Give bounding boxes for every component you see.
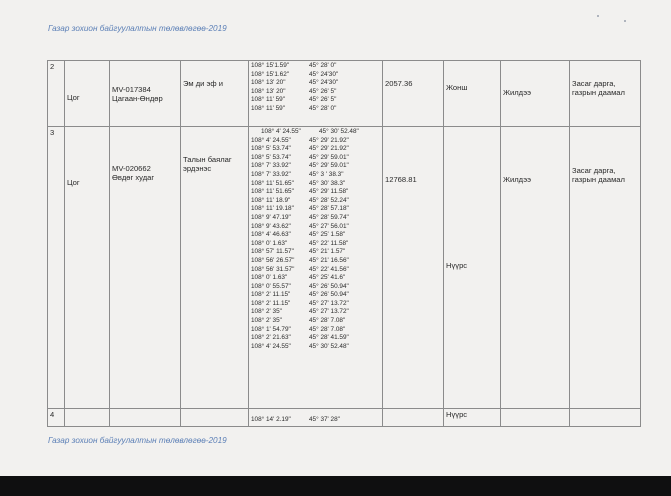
latitude: 45° 29' 21.92" [309, 136, 349, 144]
scan-speck [597, 15, 599, 17]
area-cell [383, 409, 444, 427]
coordinate-row [251, 71, 380, 80]
longitude: 108° 11' 19.18" [251, 205, 294, 213]
mineral-cell: Эм ди эф и [181, 61, 249, 127]
license-number: MV-020662 [112, 164, 151, 173]
longitude: 108° 4' 24.55" [261, 128, 301, 135]
latitude: 45° 27' 56.01" [309, 222, 349, 230]
longitude: 108° 2' 21.63" [251, 334, 291, 342]
longitude: 108° 13' 20" [251, 79, 286, 87]
longitude: 108° 7' 33.92" [251, 170, 291, 178]
longitude: 108° 2' 11.15" [251, 299, 291, 307]
longitude: 108° 57' 11.57" [251, 248, 294, 256]
longitude: 108° 56' 31.57" [251, 265, 295, 273]
mineral-cell: Талын баялаг эрдэнэс [181, 127, 249, 409]
latitude: 45° 28' 52.24" [309, 196, 349, 204]
longitude: 108° 2' 35" [251, 317, 282, 325]
coordinate-row [251, 62, 380, 71]
latitude: 45° 28' 0" [309, 62, 337, 69]
latitude: 45° 28' 59.74" [309, 213, 349, 221]
land-type-cell: Нүүрс [444, 127, 501, 409]
longitude: 108° 11' 51.65" [251, 188, 294, 196]
longitude: 108° 4' 24.55" [251, 342, 291, 350]
longitude: 108° 7' 33.92" [251, 162, 291, 170]
company-cell: Цог [65, 127, 110, 409]
coordinate-row [251, 274, 380, 283]
latitude: 45° 26' 5" [309, 87, 337, 95]
longitude: 108° 2' 11.15" [251, 291, 291, 299]
latitude: 45° 21' 16.56" [309, 256, 349, 264]
authority-cell: Засаг дарга, газрын даамал [570, 127, 641, 409]
company-cell [65, 409, 110, 427]
coordinate-row [251, 266, 380, 275]
latitude: 45° 26' 50.94" [309, 291, 349, 299]
latitude: 45° 25' 1.58" [309, 231, 346, 239]
longitude: 108° 4' 46.63" [251, 231, 291, 239]
coordinates-cell [249, 409, 383, 427]
row-number: 3 [48, 127, 65, 409]
coordinate-row [261, 128, 380, 137]
latitude: 45° 30' 52.48" [309, 342, 349, 350]
coordinate-row [251, 171, 380, 180]
latitude: 45° 3 ' 38.3" [309, 170, 344, 178]
coordinate-row [251, 308, 380, 317]
area-cell: 12768.81 [383, 127, 444, 409]
mineral-cell [181, 409, 249, 427]
coordinate-row [251, 145, 380, 154]
coordinate-list [251, 416, 380, 425]
coordinate-row [251, 214, 380, 223]
coordinate-row [251, 79, 380, 88]
longitude: 108° 9' 47.19" [251, 213, 291, 221]
running-footer: Газар зохион байгуулалтын төлөвлөгөө-2019 [48, 436, 227, 445]
longitude: 108° 4' 24.55" [251, 136, 291, 144]
license-cell [110, 409, 181, 427]
latitude: 45° 26' 50.94" [309, 282, 349, 290]
land-type-cell: Нүүрс [444, 409, 501, 427]
longitude: 108° 14' 2.19" [251, 416, 291, 424]
company-cell: Цог [65, 61, 110, 127]
license-area-name: Цагаан-Өндөр [112, 93, 163, 103]
coordinate-row [251, 180, 380, 189]
longitude: 108° 13' 20" [251, 87, 286, 95]
coordinate-row [251, 257, 380, 266]
longitude: 108° 56' 26.57" [251, 256, 295, 264]
scan-speck [624, 20, 626, 22]
longitude: 108° 15'1.59" [251, 62, 290, 69]
latitude: 45° 24'30" [309, 79, 339, 87]
latitude: 45° 22' 11.58" [309, 239, 349, 247]
coordinate-list [251, 62, 380, 114]
coordinate-row [251, 416, 380, 425]
row-number: 2 [48, 61, 65, 127]
coordinate-row [251, 223, 380, 232]
longitude: 108° 11' 18.9" [251, 196, 291, 204]
row-number: 4 [48, 409, 65, 427]
coordinates-cell [249, 61, 383, 127]
longitude: 108° 5' 53.74" [251, 145, 291, 153]
latitude: 45° 29' 11.58" [309, 188, 349, 196]
license-cell [110, 127, 181, 409]
latitude: 45° 28' 0" [309, 104, 337, 112]
latitude: 45° 30' 52.48" [319, 128, 359, 135]
latitude: 45° 25' 41.6" [309, 274, 346, 282]
latitude: 45° 24'30" [309, 70, 339, 78]
longitude: 108° 11' 59" [251, 104, 285, 112]
latitude: 45° 22' 41.56" [309, 265, 349, 273]
latitude: 45° 28' 7.08" [309, 317, 346, 325]
longitude: 108° 9' 43.62" [251, 222, 291, 230]
longitude: 108° 11' 51.65" [251, 179, 294, 187]
coordinate-row [251, 291, 380, 300]
longitude: 108° 0' 1.63" [251, 239, 288, 247]
coordinate-row [251, 334, 380, 343]
coordinate-row [251, 343, 380, 352]
latitude: 45° 29' 59.01" [309, 153, 349, 161]
coordinate-row [251, 96, 380, 105]
latitude: 45° 29' 59.01" [309, 162, 349, 170]
stage-cell [501, 409, 570, 427]
latitude: 45° 29' 21.92" [309, 145, 349, 153]
latitude: 45° 30' 38.3" [309, 179, 346, 187]
coordinate-row [251, 317, 380, 326]
coordinate-list [251, 128, 380, 351]
longitude: 108° 15'1.62" [251, 70, 290, 78]
coordinate-row [251, 162, 380, 171]
table-row [48, 127, 641, 409]
coordinate-row [251, 231, 380, 240]
coordinates-cell [249, 127, 383, 409]
latitude: 45° 28' 57.18" [309, 205, 349, 213]
authority-cell: Засаг дарга, газрын даамал [570, 61, 641, 127]
stage-cell: Жилдээ [501, 61, 570, 127]
table-row [48, 61, 641, 127]
coordinate-row [251, 248, 380, 257]
coordinate-row [251, 188, 380, 197]
license-cell [110, 61, 181, 127]
longitude: 108° 5' 53.74" [251, 153, 291, 161]
longitude: 108° 11' 59" [251, 96, 285, 104]
license-number: MV-017384 [112, 84, 151, 94]
longitude: 108° 2' 35" [251, 308, 282, 316]
coordinate-row [251, 205, 380, 214]
stage-cell: Жилдээ [501, 127, 570, 409]
latitude: 45° 21' 1.57" [309, 248, 346, 256]
latitude: 45° 28' 7.08" [309, 325, 346, 333]
longitude: 108° 1' 54.79" [251, 325, 291, 333]
coordinate-row [251, 326, 380, 335]
authority-cell [570, 409, 641, 427]
latitude: 45° 37' 28" [309, 416, 340, 424]
latitude: 45° 28' 41.59" [309, 334, 349, 342]
land-type-cell: Жонш [444, 61, 501, 127]
latitude: 45° 27' 13.72" [309, 299, 349, 307]
latitude: 45° 27' 13.72" [309, 308, 349, 316]
license-area-name: Өвдөг худаг [112, 173, 155, 182]
coordinate-row [251, 283, 380, 292]
license-table [47, 60, 641, 427]
running-header: Газар зохион байгуулалтын төлөвлөгөө-2019 [48, 24, 227, 33]
coordinate-row [251, 137, 380, 146]
area-cell: 2057.36 [383, 61, 444, 127]
table-row [48, 409, 641, 427]
scan-edge [0, 476, 671, 496]
coordinate-row [251, 105, 380, 114]
longitude: 108° 0' 1.63" [251, 274, 288, 282]
latitude: 45° 26' 5" [309, 96, 337, 104]
longitude: 108° 0' 55.57" [251, 282, 291, 290]
